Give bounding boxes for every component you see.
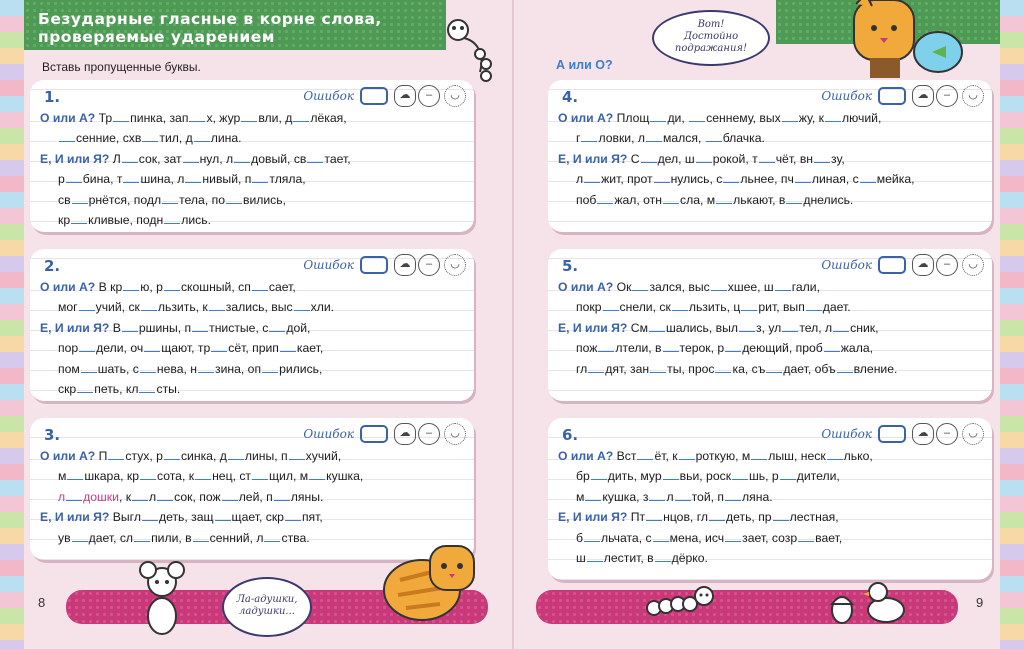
- letter-blank[interactable]: [675, 491, 691, 501]
- letter-blank[interactable]: [782, 112, 798, 122]
- exercise-lines: [558, 446, 984, 568]
- letter-blank[interactable]: [269, 322, 285, 332]
- sun-face-icon[interactable]: ◡: [444, 254, 466, 276]
- exercise-number: 2.: [44, 257, 61, 275]
- letter-blank[interactable]: [646, 132, 662, 142]
- vowel-hint: Е, И или Я?: [558, 151, 628, 166]
- letter-blank[interactable]: [632, 281, 648, 291]
- letter-blank[interactable]: [646, 511, 662, 521]
- letter-blank[interactable]: [194, 132, 210, 142]
- exercise-line: О или А? П стух, р синка, д лины, п хучий,: [40, 449, 342, 463]
- exercise-card-2: [30, 249, 474, 401]
- letter-blank[interactable]: [597, 194, 613, 204]
- exercise-lines: [40, 446, 466, 548]
- exercise-card-4: [548, 80, 992, 232]
- letter-blank[interactable]: [262, 363, 278, 373]
- letter-blank[interactable]: [696, 153, 712, 163]
- letter-blank[interactable]: [59, 132, 75, 142]
- letter-blank[interactable]: [293, 112, 309, 122]
- exercise-line: О или А? В кр ю, р скошный, сп сает,: [40, 280, 296, 294]
- exercise-line: Е, И или Я? См шались, выл з, ул тел, л сник,: [558, 320, 879, 335]
- errors-count-box[interactable]: [360, 425, 388, 443]
- letter-blank[interactable]: [663, 342, 679, 352]
- letter-blank[interactable]: [72, 532, 88, 542]
- exercise-line: ув дает, сл пили, в сенний, л ства.: [58, 530, 310, 545]
- vowel-hint: О или А?: [558, 111, 614, 125]
- mouse-illustration: [132, 560, 192, 640]
- letter-blank[interactable]: [663, 194, 679, 204]
- letter-blank[interactable]: [827, 450, 843, 460]
- letter-blank[interactable]: [113, 112, 129, 122]
- vowel-hint: О или А?: [40, 111, 96, 125]
- exercise-line: Е, И или Я? Л сок, зат нул, л довый, св тает,: [40, 151, 351, 166]
- letter-blank[interactable]: [798, 532, 814, 542]
- vowel-hint: Е, И или Я?: [558, 320, 628, 335]
- exercise-line: Е, И или Я? Пт нцов, гл деть, пр лестная,: [558, 510, 839, 525]
- exercise-line: скр петь, кл сты.: [58, 382, 181, 397]
- errors-count-box[interactable]: [878, 87, 906, 105]
- page-number-right: 9: [976, 595, 984, 610]
- highlighted-word: л дошки: [58, 489, 119, 504]
- letter-blank[interactable]: [252, 173, 268, 183]
- letter-blank[interactable]: [79, 342, 95, 352]
- letter-blank[interactable]: [228, 450, 244, 460]
- exercise-number: 3.: [44, 426, 61, 444]
- letter-blank[interactable]: [795, 173, 811, 183]
- letter-blank[interactable]: [189, 112, 205, 122]
- right-stripe-border: [1000, 0, 1024, 649]
- cloud-face-icon[interactable]: ☁: [912, 85, 934, 107]
- page-number-left: 8: [38, 595, 46, 610]
- letter-blank[interactable]: [786, 194, 802, 204]
- errors-count-box[interactable]: [360, 87, 388, 105]
- exercise-line: г ловки, л мался, блачка.: [576, 131, 765, 146]
- vowel-hint: Е, И или Я?: [40, 151, 110, 166]
- exercise-line: сенние, схв тил, д лина.: [40, 128, 466, 148]
- errors-label: Ошибок: [821, 89, 872, 103]
- sun-face-icon[interactable]: ◡: [444, 423, 466, 445]
- exercise-line: О или А? Вст ёт, к роткую, м лыш, неск лько,: [558, 449, 873, 463]
- letter-blank[interactable]: [252, 470, 268, 480]
- letter-blank[interactable]: [192, 322, 208, 332]
- letter-blank[interactable]: [140, 363, 156, 373]
- letter-blank[interactable]: [67, 470, 83, 480]
- letter-blank[interactable]: [663, 470, 679, 480]
- letter-blank[interactable]: [140, 470, 156, 480]
- vowel-hint: Е, И или Я?: [40, 320, 110, 335]
- letter-blank[interactable]: [289, 450, 305, 460]
- neutral-face-icon[interactable]: –: [418, 423, 440, 445]
- exercise-line: кр кливые, подн лись.: [58, 213, 211, 228]
- letter-blank[interactable]: [264, 532, 280, 542]
- left-stripe-border: [0, 0, 24, 649]
- letter-blank[interactable]: [164, 214, 180, 224]
- letter-blank[interactable]: [142, 132, 158, 142]
- letter-blank[interactable]: [814, 153, 830, 163]
- letter-blank[interactable]: [598, 342, 614, 352]
- letter-blank[interactable]: [79, 301, 95, 311]
- exercise-line: м шкара, кр сота, к нец, ст щил, м кушка,: [58, 469, 364, 484]
- letter-blank[interactable]: [782, 322, 798, 332]
- exercise-card-3: [30, 418, 474, 560]
- letter-blank[interactable]: [725, 491, 741, 501]
- letter-blank[interactable]: [252, 281, 268, 291]
- letter-blank[interactable]: [716, 194, 732, 204]
- exercise-line: Е, И или Я? В ршины, п тнистые, с дой,: [40, 320, 311, 335]
- letter-blank[interactable]: [134, 532, 150, 542]
- letter-blank[interactable]: [81, 363, 97, 373]
- sun-face-icon[interactable]: ◡: [962, 85, 984, 107]
- letter-blank[interactable]: [215, 511, 231, 521]
- letter-blank[interactable]: [672, 301, 688, 311]
- letter-blank[interactable]: [591, 470, 607, 480]
- cloud-face-icon[interactable]: ☁: [912, 254, 934, 276]
- cloud-face-icon[interactable]: ☁: [394, 85, 416, 107]
- letter-blank[interactable]: [824, 342, 840, 352]
- letter-blank[interactable]: [122, 153, 138, 163]
- exercise-line: покр снели, ск льзить, ц рит, вып дает.: [576, 300, 851, 315]
- letter-blank[interactable]: [209, 301, 225, 311]
- letter-blank[interactable]: [649, 322, 665, 332]
- letter-blank[interactable]: [139, 383, 155, 393]
- exercise-line: Е, И или Я? Выгл деть, защ щает, скр пят,: [40, 510, 323, 525]
- letter-blank[interactable]: [581, 132, 597, 142]
- vowel-hint: О или А?: [558, 280, 614, 294]
- exercise-line: поб жал, отн сла, м лькают, в днелись.: [576, 192, 854, 207]
- letter-blank[interactable]: [711, 281, 727, 291]
- letter-blank[interactable]: [825, 112, 841, 122]
- exercise-number: 5.: [562, 257, 579, 275]
- letter-blank[interactable]: [123, 173, 139, 183]
- letter-blank[interactable]: [164, 450, 180, 460]
- letter-blank[interactable]: [142, 511, 158, 521]
- letter-blank[interactable]: [584, 532, 600, 542]
- sleeping-cat-illustration: [380, 540, 480, 630]
- speech-bubble: Вот! Достойно подражания!: [652, 10, 770, 66]
- letter-blank[interactable]: [780, 470, 796, 480]
- cloud-face-icon[interactable]: ☁: [394, 423, 416, 445]
- errors-count-box[interactable]: [878, 256, 906, 274]
- letter-blank[interactable]: [285, 511, 301, 521]
- letter-blank[interactable]: [211, 342, 227, 352]
- exercise-line: л жит, прот нулись, с льнее, пч линая, с мейка,: [576, 172, 915, 187]
- letter-blank[interactable]: [234, 153, 250, 163]
- exercise-card-1: [30, 80, 474, 232]
- letter-blank[interactable]: [655, 552, 671, 562]
- letter-blank[interactable]: [759, 153, 775, 163]
- letter-blank[interactable]: [732, 470, 748, 480]
- letter-blank[interactable]: [706, 132, 722, 142]
- letter-blank[interactable]: [587, 552, 603, 562]
- letter-blank[interactable]: [157, 491, 173, 501]
- letter-blank[interactable]: [198, 363, 214, 373]
- vowel-hint: О или А?: [40, 280, 96, 294]
- exercise-line: р бина, т шина, л нивый, п тляла,: [58, 172, 306, 187]
- letter-blank[interactable]: [71, 214, 87, 224]
- letter-blank[interactable]: [709, 511, 725, 521]
- exercise-card-5: [548, 249, 992, 401]
- letter-blank[interactable]: [679, 450, 695, 460]
- letter-blank[interactable]: [751, 450, 767, 460]
- letter-blank[interactable]: [164, 281, 180, 291]
- sun-face-icon[interactable]: ◡: [962, 423, 984, 445]
- page-spread-divider: [512, 0, 514, 649]
- exercise-number: 6.: [562, 426, 579, 444]
- letter-blank[interactable]: [637, 450, 653, 460]
- letter-blank[interactable]: [274, 491, 290, 501]
- errors-label: Ошибок: [303, 427, 354, 441]
- exercise-lines: [558, 108, 984, 210]
- letter-blank[interactable]: [77, 383, 93, 393]
- letter-blank[interactable]: [66, 491, 82, 501]
- letter-blank[interactable]: [741, 301, 757, 311]
- exercise-line: л дошки, к л сок, пож лей, п ляны.: [58, 489, 324, 504]
- letter-blank[interactable]: [195, 470, 211, 480]
- letter-blank[interactable]: [222, 491, 238, 501]
- letter-blank[interactable]: [280, 342, 296, 352]
- letter-blank[interactable]: [837, 363, 853, 373]
- neutral-face-icon[interactable]: –: [936, 254, 958, 276]
- exercise-line: м кушка, з л той, п ляна.: [576, 489, 773, 504]
- letter-blank[interactable]: [650, 363, 666, 373]
- letter-blank[interactable]: [833, 322, 849, 332]
- letter-blank[interactable]: [603, 301, 619, 311]
- exercise-line: О или А? Тр пинка, зап х, жур вли, д лёкая,: [40, 111, 347, 125]
- exercise-lines: [40, 108, 466, 230]
- exercise-line: мог учий, ск льзить, к зались, выс хли.: [58, 300, 335, 315]
- letter-blank[interactable]: [649, 491, 665, 501]
- letter-blank[interactable]: [739, 322, 755, 332]
- letter-blank[interactable]: [766, 363, 782, 373]
- exercise-lines: [558, 277, 984, 379]
- letter-blank[interactable]: [123, 281, 139, 291]
- letter-blank[interactable]: [108, 450, 124, 460]
- errors-label: Ошибок: [821, 427, 872, 441]
- letter-blank[interactable]: [689, 112, 705, 122]
- exercise-line: пож лтели, в терок, р деющий, проб жала,: [576, 341, 873, 356]
- vowel-hint: О или А?: [40, 449, 96, 463]
- letter-blank[interactable]: [241, 112, 257, 122]
- exercise-lines: [40, 277, 466, 399]
- letter-blank[interactable]: [193, 532, 209, 542]
- letter-blank[interactable]: [144, 342, 160, 352]
- exercise-line: гл дят, зан ты, прос ка, съ дает, объ вление.: [576, 361, 898, 376]
- exercise-card-6: [548, 418, 992, 580]
- exercise-line: пом шать, с нева, н зина, оп рились,: [58, 361, 323, 376]
- letter-blank[interactable]: [775, 281, 791, 291]
- vowel-hint: О или А?: [558, 449, 614, 463]
- neutral-face-icon[interactable]: –: [936, 423, 958, 445]
- sun-face-icon[interactable]: ◡: [962, 254, 984, 276]
- neutral-face-icon[interactable]: –: [418, 254, 440, 276]
- errors-count-box[interactable]: [878, 425, 906, 443]
- letter-blank[interactable]: [584, 173, 600, 183]
- letter-blank[interactable]: [641, 153, 657, 163]
- letter-blank[interactable]: [806, 301, 822, 311]
- letter-blank[interactable]: [725, 342, 741, 352]
- exercise-line: бр дить, мур вьи, роск шь, р дители,: [576, 469, 840, 484]
- page-title: Безударные гласные в корне слова, проверяемые ударением: [38, 10, 382, 46]
- errors-label: Ошибок: [303, 89, 354, 103]
- acorn-bird-illustration: [826, 580, 916, 630]
- neutral-face-icon[interactable]: –: [418, 85, 440, 107]
- exercise-number: 1.: [44, 88, 61, 106]
- letter-blank[interactable]: [650, 112, 666, 122]
- exercise-line: б льчата, с мена, исч зает, созр вает,: [576, 530, 843, 545]
- letter-blank[interactable]: [588, 363, 604, 373]
- letter-blank[interactable]: [132, 491, 148, 501]
- exercise-line: пор дели, оч щают, тр сёт, прип кает,: [58, 341, 324, 356]
- sun-face-icon[interactable]: ◡: [444, 85, 466, 107]
- letter-blank[interactable]: [141, 301, 157, 311]
- vowel-hint: Е, И или Я?: [558, 510, 628, 525]
- letter-blank[interactable]: [72, 194, 88, 204]
- letter-blank[interactable]: [66, 173, 82, 183]
- exercise-line: св рнётся, подл тела, по вились,: [58, 192, 286, 207]
- caterpillar-illustration: [644, 582, 724, 622]
- letter-blank[interactable]: [654, 173, 670, 183]
- letter-blank[interactable]: [773, 511, 789, 521]
- cloud-face-icon[interactable]: ☁: [394, 254, 416, 276]
- cat-fishbowl-illustration: [842, 0, 972, 78]
- letter-blank[interactable]: [723, 173, 739, 183]
- letter-blank[interactable]: [185, 173, 201, 183]
- neutral-face-icon[interactable]: –: [936, 85, 958, 107]
- vowel-hint: Е, И или Я?: [40, 510, 110, 525]
- letter-blank[interactable]: [226, 194, 242, 204]
- errors-label: Ошибок: [303, 258, 354, 272]
- errors-label: Ошибок: [821, 258, 872, 272]
- exercise-line: ш лестит, в дёрко.: [576, 551, 708, 566]
- letter-blank[interactable]: [585, 491, 601, 501]
- exercise-line: О или А? Площ ди, сеннему, вых жу, к лючий,: [558, 111, 882, 125]
- letter-blank[interactable]: [183, 153, 199, 163]
- letter-blank[interactable]: [715, 363, 731, 373]
- instruction-text: Вставь пропущенные буквы.: [42, 60, 201, 74]
- letter-blank[interactable]: [122, 322, 138, 332]
- letter-blank[interactable]: [294, 301, 310, 311]
- letter-blank[interactable]: [725, 532, 741, 542]
- letter-blank[interactable]: [307, 153, 323, 163]
- ladushki-bubble: Ла-адушки, ладушки...: [222, 577, 312, 637]
- cloud-face-icon[interactable]: ☁: [912, 423, 934, 445]
- exercise-line: Е, И или Я? С дел, ш рокой, т чёт, вн зу,: [558, 151, 845, 166]
- letter-blank[interactable]: [162, 194, 178, 204]
- exercise-number: 4.: [562, 88, 579, 106]
- exercise-line: О или А? Ок зался, выс хшее, ш гали,: [558, 280, 820, 294]
- letter-blank[interactable]: [309, 470, 325, 480]
- letter-blank[interactable]: [860, 173, 876, 183]
- ao-hint-label: А или О?: [556, 58, 613, 72]
- letter-blank[interactable]: [653, 532, 669, 542]
- errors-count-box[interactable]: [360, 256, 388, 274]
